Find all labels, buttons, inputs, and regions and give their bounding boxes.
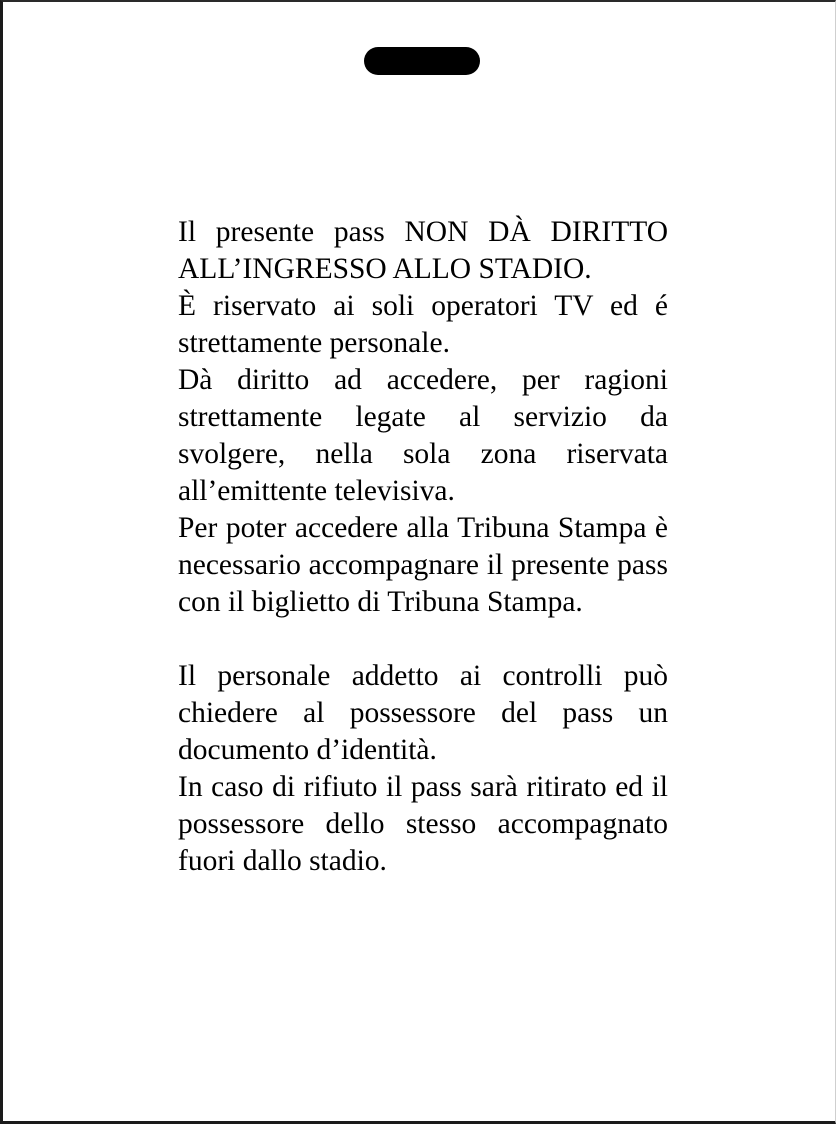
paragraph-no-entry: Il presente pass NON DÀ DIRITTO ALL’INGRESSO ALLO STADIO. bbox=[178, 216, 668, 285]
lanyard-slot bbox=[364, 47, 480, 75]
pass-text bbox=[178, 214, 668, 880]
paragraph-refusal: In caso di rifiuto il pass sarà ritirato ed il possessore dello stesso accompagnato fuori dallo stadio. bbox=[178, 771, 668, 877]
paragraph-access: Dà diritto ad accedere, per ragioni strettamente legate al servizio da svolgere, nella sola zona riservata all’emittente televisiva. bbox=[178, 364, 668, 507]
paragraph-press-box: Per poter accedere alla Tribuna Stampa è necessario accompagnare il presente pass con il biglietto di Tribuna Stampa. bbox=[178, 512, 668, 618]
paragraph-id-check: Il personale addetto ai controlli può chiedere al possessore del pass un documento d’identità. bbox=[178, 660, 668, 766]
paragraph-reserved: È riservato ai soli operatori TV ed é strettamente personale. bbox=[178, 290, 668, 359]
